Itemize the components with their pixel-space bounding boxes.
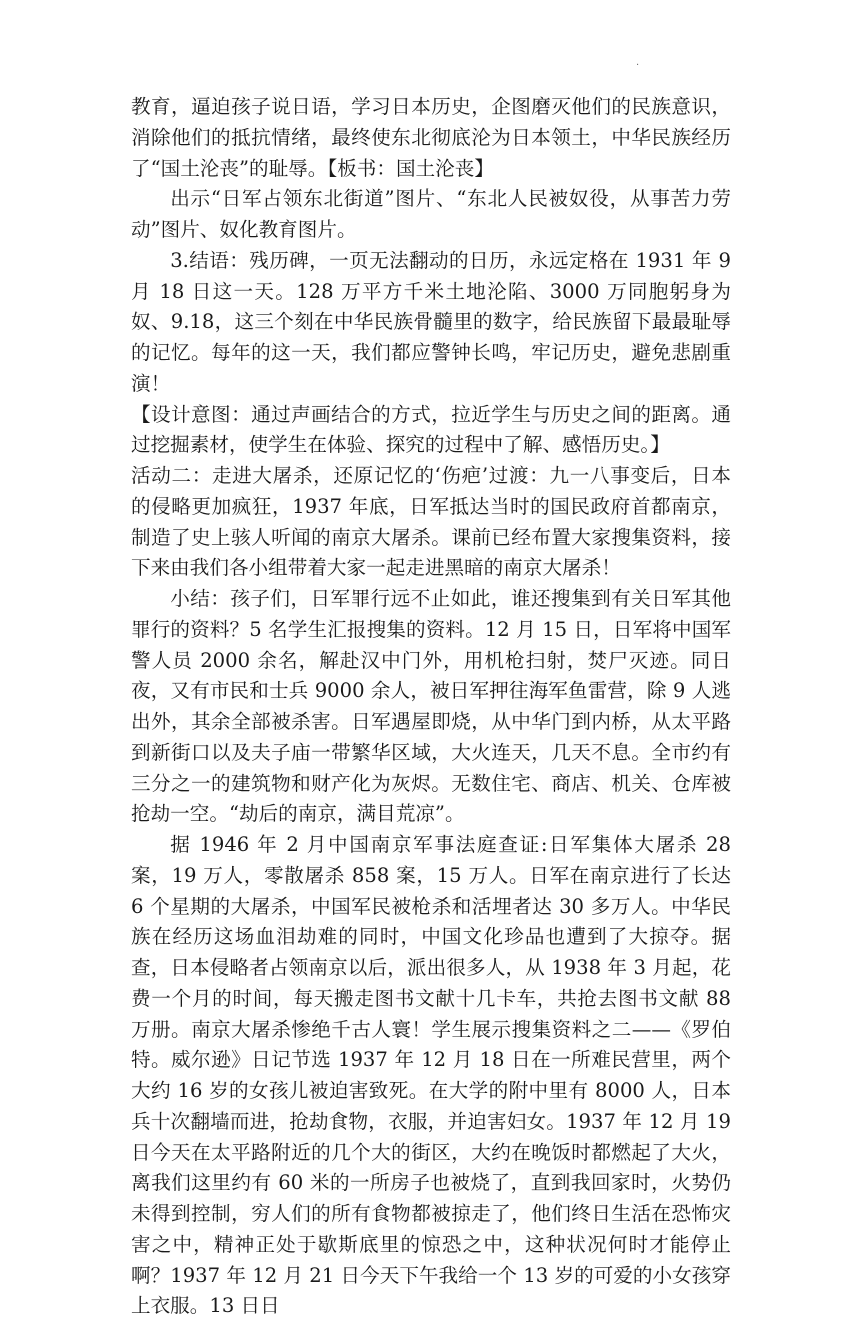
paragraph-summary: 小结：孩子们，日军罪行远不止如此，谁还搜集到有关日军其他罪行的资料？5 名学生汇报搜集的资料。12 月 15 日，日军将中国军警人员 2000 余名，解赴汉中门外，用机枪扫射，焚尸灭迹。同日夜，又有市民和士兵 9000 余人，被日军押往海军鱼雷营，除 9 人逃出外，其余全部被杀害。日军遇屋即烧，从中华门到内桥，从太平路到新街口以及夫子庙一带繁华区域，大火连天，几天不息。全市约有三分之一的建筑物和财产化为灰烬。无数住宅、商店、机关、仓库被抢劫一空。“劫后的南京，满目荒凉”。 — [131, 587, 731, 826]
corner-mark: . — [636, 57, 640, 68]
paragraph-evidence: 据 1946 年 2 月中国南京军事法庭查证:日军集体大屠杀 28 案，19 万人，零散屠杀 858 案，15 万人。日军在南京进行了长达 6 个星期的大屠杀，中国军民被枪杀和活埋者达 30 多万人。中华民族在经历这场血泪劫难的同时，中国文化珍品也遭到了大掠夺。据查，日本侵略者占领南京以后，派出很多人，从 1938 年 3 月起，花费一个月的时间，每天搬走图书文献十几卡车，共抢去图书文献 88 万册。南京大屠杀惨绝千古人寰！学生展示搜集资料之二——《罗伯特。威尔逊》日记节选 1937 年 12 月 18 日在一所难民营里，两个大约 16 岁的女孩儿被迫害致死。在大学的附中里有 8000 人，日本兵十次翻墙而进，抢劫食物，衣服，并迫害妇女。1937 年 12 月 19 日今天在太平路附近的几个大的街区，大约在晚饭时都燃起了大火，离我们这里约有 60 米的一所房子也被烧了，直到我回家时，火势仍未得到控制，穷人们的所有食物都被掠走了，他们终日生活在恐怖灾害之中，精神正处于歇斯底里的惊恐之中，这种状况何时才能停止啊？1937 年 12 月 21 日今天下午我给一个 13 岁的可爱的小女孩穿上衣服。13 日日 — [131, 833, 731, 1318]
document-body — [131, 92, 731, 1322]
paragraph-occupation-education: 教育，逼迫孩子说日语，学习日本历史，企图磨灭他们的民族意识，消除他们的抵抗情绪，最终使东北彻底沦为日本领土，中华民族经历了“国土沦丧”的耻辱。【板书：国土沦丧】 — [131, 95, 731, 180]
paragraph-show-pictures: 出示“日军占领东北街道”图片、“东北人民被奴役，从事苦力劳动”图片、奴化教育图片。 — [131, 187, 731, 241]
paragraph-conclusion: 3.结语：残历碑，一页无法翻动的日历，永远定格在 1931 年 9 月 18 日这一天。128 万平方千米土地沦陷、3000 万同胞躬身为奴、9.18，这三个刻在中华民族骨髓里的数字，给民族留下最最耻辱的记忆。每年的这一天，我们都应警钟长鸣，牢记历史，避免悲剧重演！ — [131, 248, 731, 395]
paragraph-activity-two: 活动二：走进大屠杀，还原记忆的‘伤疤’过渡：九一八事变后，日本的侵略更加疯狂，1937 年底，日军抵达当时的国民政府首都南京，制造了史上骇人听闻的南京大屠杀。课前已经布置大家搜集资料，接下来由我们各小组带着大家一起走进黑暗的南京大屠杀！ — [131, 464, 731, 580]
paragraph-design-intent: 【设计意图：通过声画结合的方式，拉近学生与历史之间的距离。通过挖掘素材，使学生在体验、探究的过程中了解、感悟历史。】 — [131, 402, 731, 457]
